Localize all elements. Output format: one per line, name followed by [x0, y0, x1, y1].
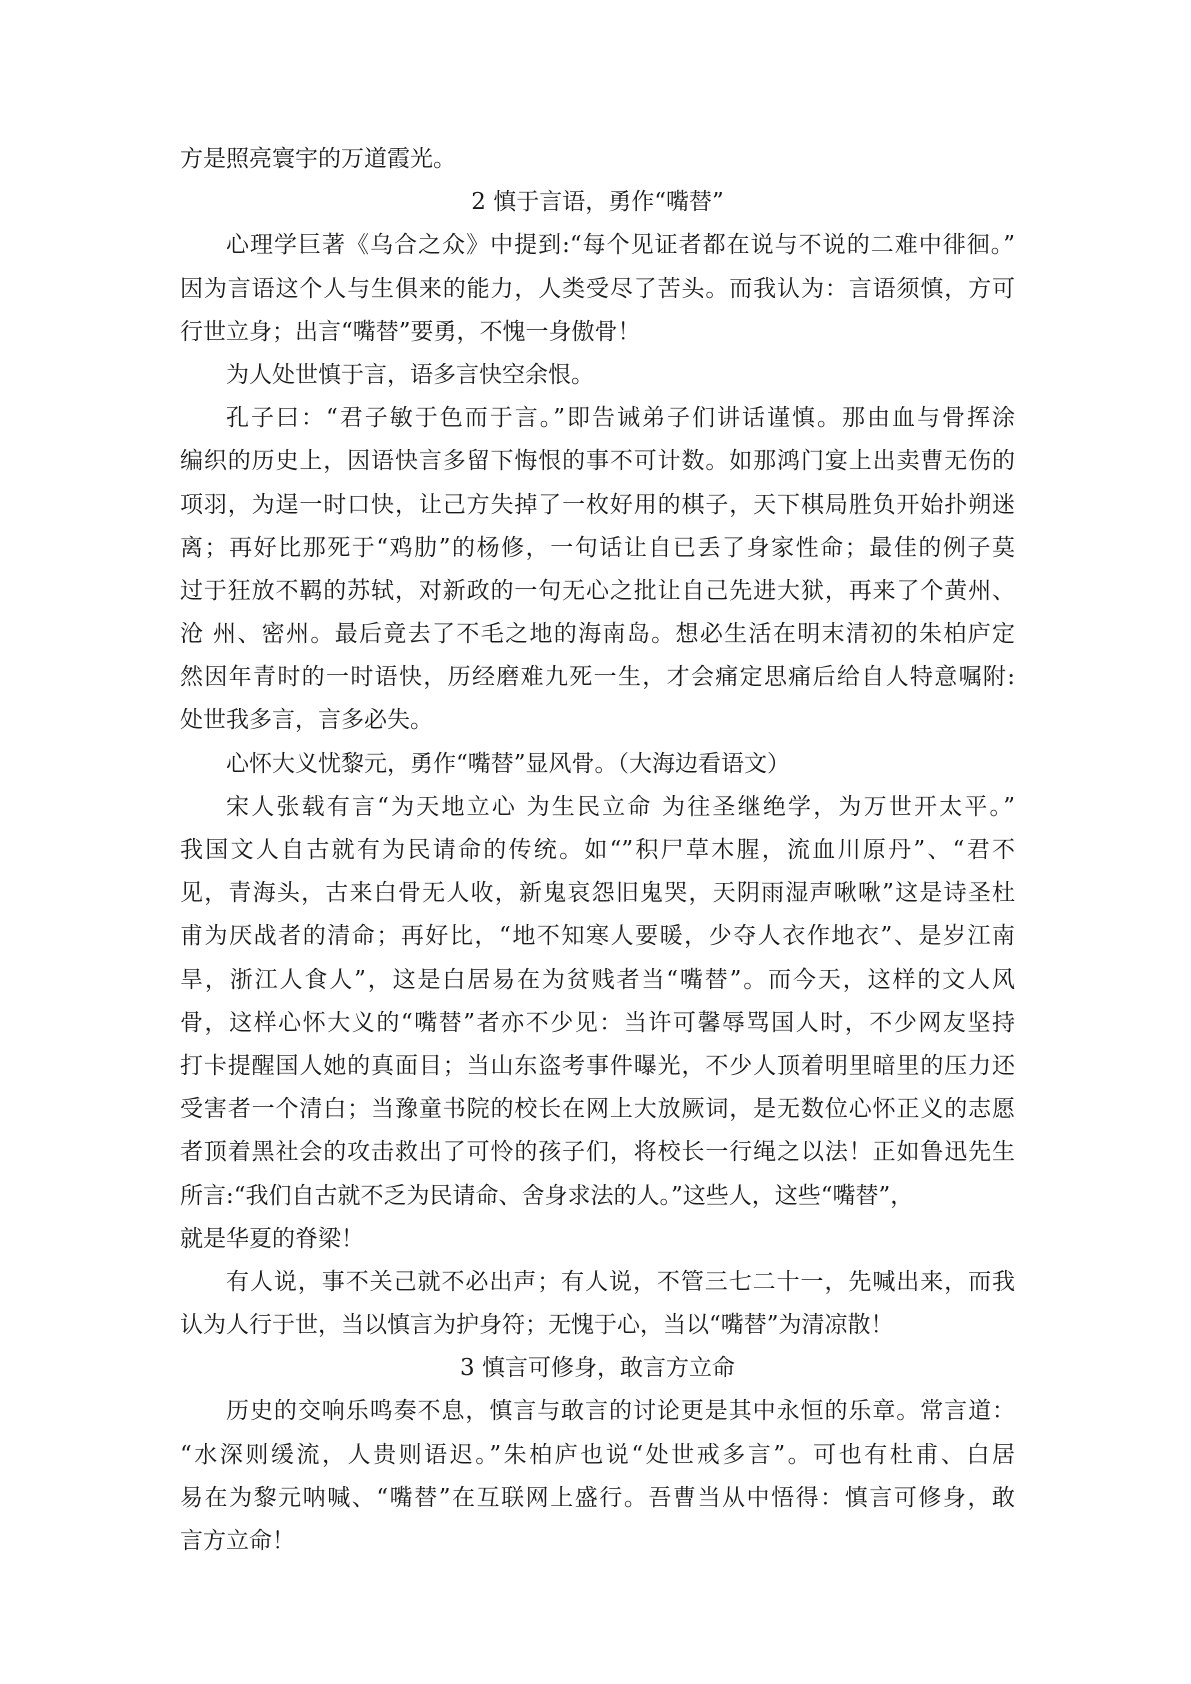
- paragraph-line: 见，青海头，古来白骨无人收，新鬼哀怨旧鬼哭，天阴雨湿声啾啾”这是诗圣杜: [180, 880, 1015, 907]
- paragraph-line: 孔子曰：“君子敏于色而于言。”即告诫弟子们讲话谨慎。那由血与骨挥涂: [226, 405, 1015, 432]
- paragraph-line: 离；再好比那死于“鸡肋”的杨修，一句话让自已丢了身家性命；最佳的例子莫: [180, 534, 1015, 561]
- paragraph-line: 宋人张载有言“为天地立心 为生民立命 为往圣继绝学，为万世开太平。”: [226, 793, 1015, 820]
- paragraph-line: 过于狂放不羁的苏轼，对新政的一句无心之批让自己先进大狱，再来了个黄州、: [180, 577, 1015, 604]
- paragraph-line: 沧 州、密州。最后竟去了不毛之地的海南岛。想必生活在明末清初的朱柏庐定: [180, 621, 1015, 648]
- document-body: [180, 138, 1015, 1563]
- paragraph-line: 处世我多言，言多必失。: [180, 707, 433, 734]
- paragraph-line: 易在为黎元呐喊、“嘴替”在互联网上盛行。吾曹当从中悟得：慎言可修身，敢: [180, 1484, 1015, 1511]
- paragraph-line: 为人处世慎于言，语多言快空余恨。: [226, 361, 594, 388]
- paragraph-line: 行世立身；出言“嘴替”要勇，不愧一身傲骨！: [180, 318, 641, 345]
- paragraph-line: 认为人行于世，当以慎言为护身符；无愧于心，当以“嘴替”为清凉散！: [180, 1312, 894, 1339]
- paragraph-line: “水深则缓流，人贵则语迟。”朱柏庐也说“处世戒多言”。可也有杜甫、白居: [180, 1441, 1015, 1468]
- paragraph-line: 言方立命！: [180, 1528, 295, 1554]
- paragraph-line: 受害者一个清白；当豫童书院的校长在网上大放厥词，是无数位心怀正义的志愿: [180, 1096, 1015, 1123]
- paragraph-line: 所言:“我们自古就不乏为民请命、舍身求法的人。”这些人，这些“嘴替”，: [180, 1182, 914, 1209]
- section-heading-3: 3 慎言可修身，敢言方立命: [460, 1355, 735, 1382]
- paragraph-line: 因为言语这个人与生俱来的能力，人类受尽了苦头。而我认为：言语须慎，方可: [180, 275, 1015, 302]
- paragraph-line: 骨，这样心怀大义的“嘴替”者亦不少见：当许可馨辱骂国人时，不少网友坚持: [180, 1009, 1015, 1036]
- paragraph-line: 项羽，为逞一时口快，让己方失掉了一枚好用的棋子，天下棋局胜负开始扑朔迷: [180, 491, 1015, 518]
- paragraph-line: 打卡提醒国人她的真面目；当山东盗考事件曝光，不少人顶着明里暗里的压力还: [180, 1052, 1015, 1079]
- paragraph-line: 甫为厌战者的清命；再好比，“地不知寒人要暖，少夺人衣作地衣”、是岁江南: [180, 923, 1015, 950]
- paragraph-line: 然因年青时的一时语快，历经磨难九死一生，才会痛定思痛后给自人特意嘱附:: [180, 664, 1015, 691]
- paragraph-line: 我国文人自古就有为民请命的传统。如“”积尸草木腥，流血川原丹”、“君不: [180, 837, 1015, 863]
- paragraph-line: 者顶着黑社会的攻击救出了可怜的孩子们，将校长一行绳之以法！正如鲁迅先生: [180, 1139, 1015, 1166]
- paragraph-line: 有人说，事不关己就不必出声；有人说，不管三七二十一，先喊出来，而我: [226, 1268, 1015, 1295]
- paragraph-line: 就是华夏的脊梁！: [180, 1225, 364, 1252]
- paragraph-line: 心怀大义忧黎元，勇作“嘴替”显风骨。（大海边看语文）: [226, 750, 791, 777]
- paragraph-line: 编织的历史上，因语快言多留下悔恨的事不可计数。如那鸿门宴上出卖曹无伤的: [180, 448, 1015, 475]
- paragraph-line: 心理学巨著《乌合之众》中提到:“每个见证者都在说与不说的二难中徘徊。”: [226, 232, 1015, 259]
- paragraph-line: 历史的交响乐鸣奏不息，慎言与敢言的讨论更是其中永恒的乐章。常言道：: [226, 1398, 1015, 1425]
- paragraph-line: 旱，浙江人食人”，这是白居易在为贫贱者当“嘴替”。而今天，这样的文人风: [180, 966, 1015, 993]
- section-heading-2: 2 慎于言语，勇作“嘴替”: [471, 189, 724, 216]
- paragraph-line: 方是照亮寰宇的万道霞光。: [180, 146, 456, 172]
